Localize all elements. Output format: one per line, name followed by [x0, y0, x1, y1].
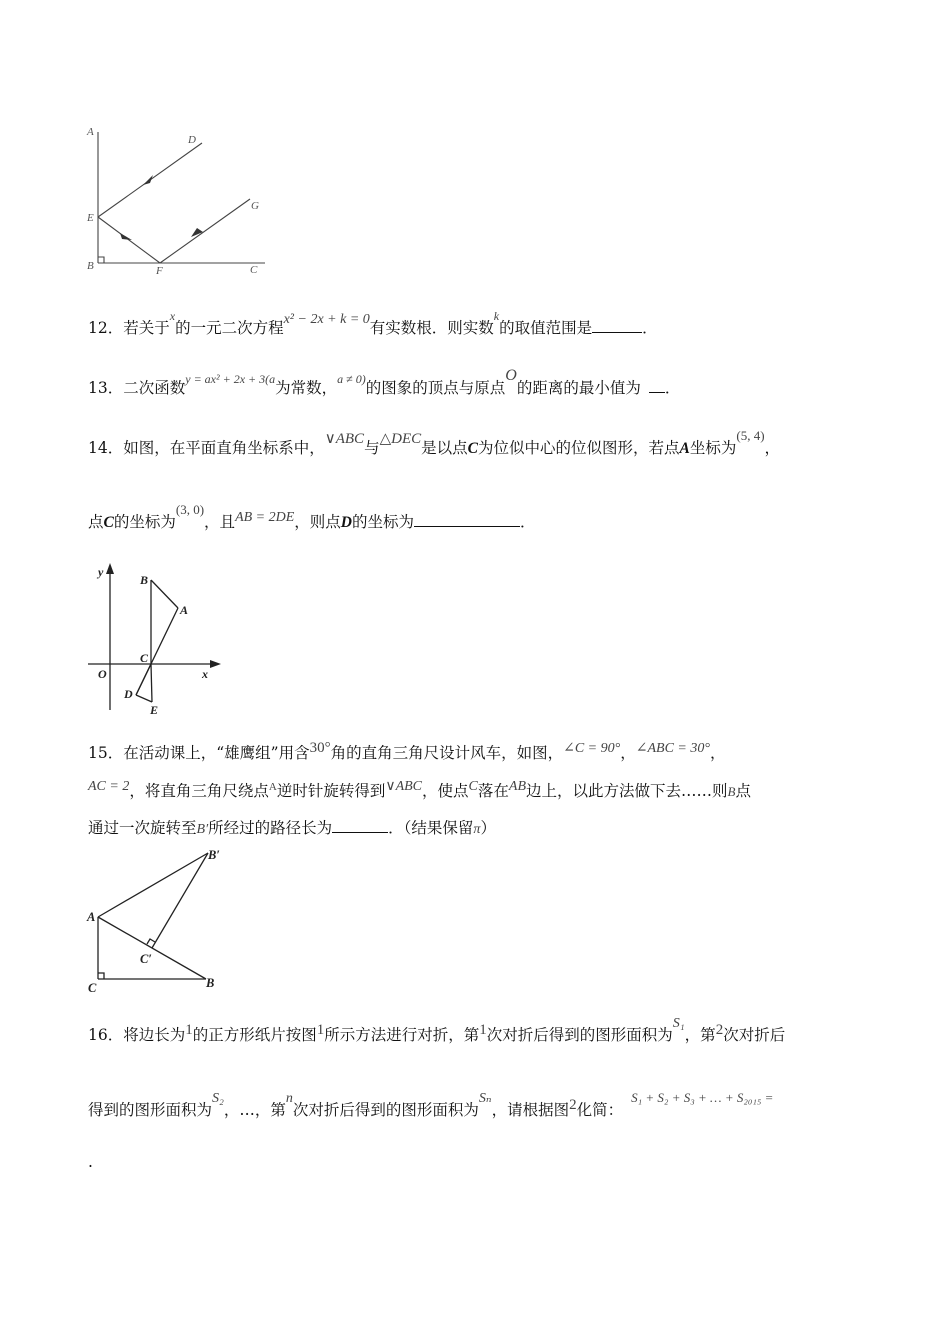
angle-30: 30°	[309, 740, 331, 756]
label-x: x	[202, 667, 208, 681]
coordinate-c: (3, 0)	[175, 502, 205, 517]
equation: x² − 2x + k = 0	[283, 312, 370, 327]
sum-expression: S₁ + S₂ + S₃ + … + S₂₀₁₅ =	[631, 1090, 774, 1105]
label-C: C	[140, 651, 149, 665]
label-F: F	[156, 265, 163, 277]
label-G: G	[251, 200, 259, 212]
triangle-dec: △DEC	[379, 431, 422, 447]
question-16-line-3: .	[88, 1153, 93, 1171]
angle-c: ∠C = 90°	[563, 741, 621, 756]
relation: AB = 2DE	[235, 510, 295, 525]
var-o: O	[505, 367, 517, 384]
label-B: B	[87, 260, 94, 272]
question-14: 14．如图，在平面直角坐标系中，∨ABC与△DEC是以点C为位似中心的位似图形，若点A坐标为$^{(5, 4)}$，	[88, 428, 781, 457]
question-12: 12．若关于$^x$的一元二次方程x² − 2x + k = 0有实数根．则实数$^k$的取值范围是 ．	[88, 309, 658, 337]
light-reflection-figure	[80, 120, 280, 280]
y-axis-arrow-icon	[106, 563, 114, 574]
question-15-line-3: 通过一次旋转至B′所经过的路径长为 ．（结果保留π）	[88, 819, 496, 837]
answer-blank	[592, 318, 642, 333]
label-D: D	[124, 687, 133, 701]
question-13: 13．二次函数$^{y = ax^2 + 2x + 3(a}$为常数，$^{a \ne 0)}$的图象的顶点与原点O的距离的最小值为 ．	[88, 367, 681, 397]
function-expression: y = ax² + 2x + 3(a	[185, 372, 276, 386]
triangle-rotation-figure	[84, 845, 244, 995]
triangle-abc: ∨ABC	[324, 431, 365, 447]
label-y: y	[98, 565, 104, 579]
question-16-line-2: 得到的图形面积为S₂，…，第n次对折后得到的图形面积为Sₙ，请根据图2化简：$^{S_1 + S_2 + S_3 + \dots + S_{2015} =}$	[88, 1090, 774, 1119]
var-k: k	[493, 309, 500, 323]
arrow-down-right-icon	[120, 233, 132, 240]
condition: a ≠ 0)	[337, 372, 366, 386]
x-axis-arrow-icon	[210, 660, 221, 668]
triangle-abc: ∨ABC	[385, 779, 423, 794]
label-C: C	[88, 981, 97, 995]
label-E: E	[150, 703, 159, 717]
question-15: 15．在活动课上，“雄鹰组”用含30°角的直角三角尺设计风车，如图，∠C = 90°，∠ABC = 30°，	[88, 740, 726, 762]
label-B: B	[206, 976, 215, 990]
answer-blank	[332, 818, 388, 833]
label-C-prime: C′	[140, 952, 152, 966]
angle-abc: ∠ABC = 30°	[635, 741, 710, 756]
coordinate-a: (5, 4)	[736, 428, 765, 443]
label-B: B	[140, 573, 149, 587]
label-A: A	[180, 603, 189, 617]
question-16: 16．将边长为1的正方形纸片按图1所示方法进行对折，第1次对折后得到的图形面积为S₁，第2次对折后	[88, 1016, 786, 1044]
arrow-up-right-icon	[191, 228, 203, 237]
question-14-line-2: 点C的坐标为$^{(3, 0)}$，且AB = 2DE，则点D的坐标为 ．	[88, 502, 536, 531]
label-C: C	[250, 264, 258, 276]
var-x: x	[169, 309, 176, 323]
coordinate-figure	[84, 560, 229, 720]
answer-blank	[414, 512, 520, 527]
label-E: E	[87, 212, 94, 224]
answer-blank	[649, 378, 665, 393]
label-O: O	[98, 667, 107, 681]
ac-length: AC = 2	[88, 779, 130, 794]
arrow-down-left-icon	[143, 175, 153, 185]
label-A: A	[87, 910, 96, 924]
label-A: A	[87, 126, 94, 138]
question-15-line-2: AC = 2，将直角三角尺绕点$^A$逆时针旋转得到∨ABC，使点C落在AB边上，以此方法做下去……则B点	[88, 779, 751, 800]
label-B-prime: B′	[208, 848, 220, 862]
label-D: D	[188, 134, 196, 146]
